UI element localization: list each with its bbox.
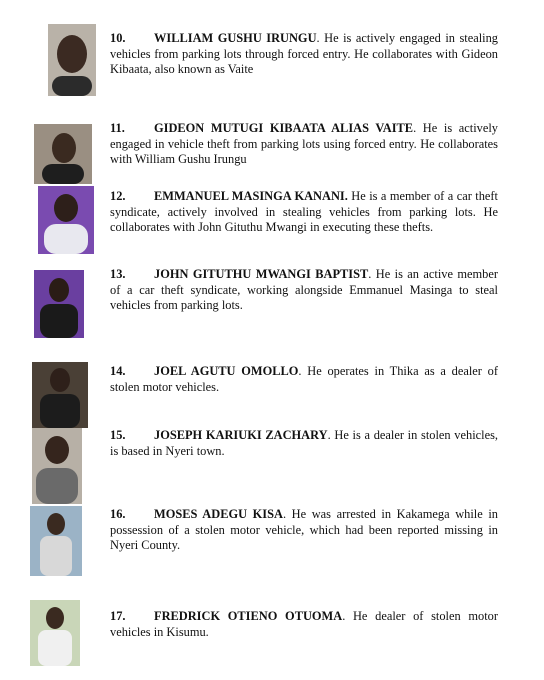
entry-name: JOHN GITUTHU MWANGI BAPTIST [154, 267, 369, 281]
photo-17 [30, 600, 80, 666]
entry-10 [110, 31, 498, 78]
entry-number: 15. [110, 428, 126, 442]
entry-name: EMMANUEL MASINGA KANANI. [154, 189, 348, 203]
entry-name: MOSES ADEGU KISA [154, 507, 283, 521]
entry-description: . He was arrested in Kakamega while in possession of a stolen motor vehicle, which had been reported missing in Nyeri County. [110, 507, 498, 553]
entry-14 [110, 364, 498, 395]
entry-description: . He is actively engaged in stealing vehicles from parking lots through forced entry. He collaborates with Gideon Kibaata, also known as Vaite [110, 31, 499, 77]
entry-number: 12. [110, 189, 126, 203]
entry-description: . He dealer of stolen motor vehicles in Kisumu. [110, 609, 498, 639]
entry-name: JOSEPH KARIUKI ZACHARY [154, 428, 328, 442]
photo-16 [30, 506, 82, 576]
entry-13 [110, 267, 498, 314]
entry-12 [110, 189, 498, 236]
entry-name: JOEL AGUTU OMOLLO [154, 364, 299, 378]
entry-number: 13. [110, 267, 126, 281]
entry-name: WILLIAM GUSHU IRUNGU [154, 31, 317, 45]
photo-13 [34, 270, 84, 338]
entry-name: FREDRICK OTIENO OTUOMA [154, 609, 343, 623]
photo-11 [34, 124, 92, 184]
entry-17 [110, 609, 498, 640]
entry-number: 10. [110, 31, 126, 45]
entry-number: 17. [110, 609, 126, 623]
entry-11 [110, 121, 498, 168]
entry-name: GIDEON MUTUGI KIBAATA ALIAS VAITE [154, 121, 414, 135]
entry-description: He is a member of a car theft syndicate, actively involved in stealing vehicles from parking lots. He collaborates with John Gituthu Mwangi in executing these thefts. [110, 189, 498, 235]
entry-description: . He is a dealer in stolen vehicles, is based in Nyeri town. [110, 428, 498, 458]
photo-12 [38, 186, 94, 254]
entry-16 [110, 507, 498, 554]
entry-number: 14. [110, 364, 126, 378]
photo-10 [48, 24, 96, 96]
entry-description: . He operates in Thika as a dealer of stolen motor vehicles. [110, 364, 499, 394]
photo-15 [32, 428, 82, 504]
entry-number: 11. [110, 121, 125, 135]
entry-description: . He is actively engaged in vehicle theft from parking lots using forced entry. He collaborates with William Gushu Irungu [110, 121, 499, 167]
entry-number: 16. [110, 507, 126, 521]
entry-description: . He is an active member of a car theft syndicate, working alongside Emmanuel Masinga to steal vehicles from parking lots. [110, 267, 498, 313]
photo-14 [32, 362, 88, 428]
entry-15 [110, 428, 498, 459]
